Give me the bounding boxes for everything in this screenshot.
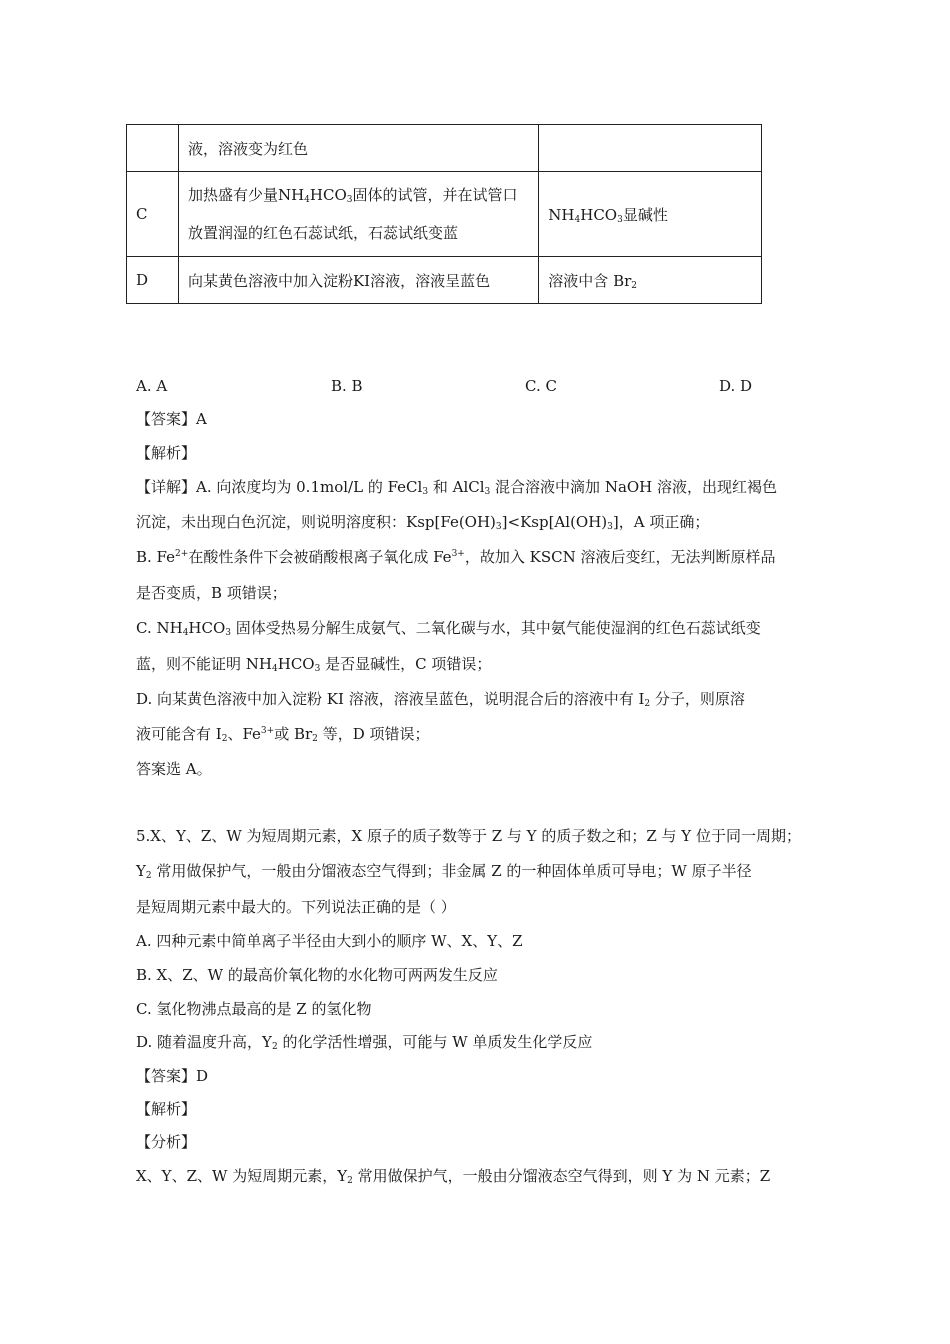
q5-answer: 【答案】D [136, 1067, 209, 1085]
choice-d: D. D [719, 377, 753, 395]
row-letter [127, 125, 179, 172]
table-row [127, 172, 762, 257]
analysis-label: 【解析】 [136, 444, 197, 462]
table-row [127, 125, 762, 172]
q5-analysis-label: 【解析】 [136, 1100, 197, 1118]
choice-b: B. B [331, 377, 363, 395]
row-experiment: 向某黄色溶液中加入淀粉KI溶液，溶液呈蓝色 [178, 257, 538, 304]
q5-option-b: B. X、Z、W 的最高价氧化物的水化物可两两发生反应 [136, 966, 498, 984]
q5-fenxi-line: X、Y、Z、W 为短周期元素，$Y_2$ 常用做保护气，一般由分馏液态空气得到，则 Y 为 N 元素；Z [136, 1167, 771, 1186]
q5-option-c: C. 氢化物沸点最高的是 Z 的氢化物 [136, 1000, 372, 1018]
row-experiment: 加热盛有少量$NH_4HCO_3$固体的试管，并在试管口 放置润湿的红色石蕊试纸，石蕊试纸变蓝 [178, 172, 538, 257]
choice-c: C. C [525, 377, 557, 395]
q5-stem: $Y_2$ 常用做保护气，一般由分馏液态空气得到；非金属 Z 的一种固体单质可导电；W 原子半径 [136, 862, 752, 881]
detail-a-line: 【详解】A. 向浓度均为 0.1mol/L 的 FeCl$_3$ 和 AlCl$_3$ 混合溶液中滴加 NaOH 溶液，出现红褐色 [136, 478, 778, 497]
detail-d-line: D. 向某黄色溶液中加入淀粉 KI 溶液，溶液呈蓝色，说明混合后的溶液中有 $I_2$ 分子，则原溶 [136, 690, 745, 709]
detail-c-line: C. $NH_4HCO_3$ 固体受热易分解生成氨气、二氧化碳与水，其中氨气能使湿润的红色石蕊试纸变 [136, 619, 761, 638]
detail-b-line: B. $Fe^{2+}$在酸性条件下会被硝酸根离子氧化成 $Fe^{3+}$，故加入 KSCN 溶液后变红，无法判断原样品 [136, 548, 776, 566]
row-conclusion: $NH_4HCO_3$显碱性 [539, 172, 762, 257]
q5-option-a: A. 四种元素中简单离子半径由大到小的顺序 W、X、Y、Z [136, 932, 523, 950]
detail-a-line: 沉淀，未出现白色沉淀，则说明溶度积：$Ksp[Fe(OH)_3]<Ksp[Al(OH)_3]$，A 项正确； [136, 513, 710, 532]
row-letter: C [127, 172, 179, 257]
q5-option-d: D. 随着温度升高，$Y_2$ 的化学活性增强，可能与 W 单质发生化学反应 [136, 1033, 593, 1052]
q5-fenxi-label: 【分析】 [136, 1133, 197, 1151]
final-answer: 答案选 A。 [136, 760, 212, 778]
detail-d-line: 液可能含有 $I_2$、$Fe^{3+}$或 $Br_2$ 等，D 项错误； [136, 725, 430, 744]
choice-a: A. A [136, 377, 168, 395]
experiment-table [126, 124, 762, 304]
row-conclusion: 溶液中含 $Br_2$ [539, 257, 762, 304]
table-row [127, 257, 762, 304]
row-letter: D [127, 257, 179, 304]
row-conclusion [539, 125, 762, 172]
row-experiment: 液，溶液变为红色 [178, 125, 538, 172]
q5-stem: 5.X、Y、Z、W 为短周期元素，X 原子的质子数等于 Z 与 Y 的质子数之和；Z 与 Y 位于同一周期； [136, 827, 801, 845]
detail-c-line: 蓝，则不能证明 $NH_4HCO_3$ 是否显碱性，C 项错误； [136, 655, 492, 674]
answer-label: 【答案】A [136, 410, 207, 428]
q5-stem: 是短周期元素中最大的。下列说法正确的是（ ） [136, 898, 456, 916]
detail-b-line: 是否变质，B 项错误； [136, 584, 287, 602]
